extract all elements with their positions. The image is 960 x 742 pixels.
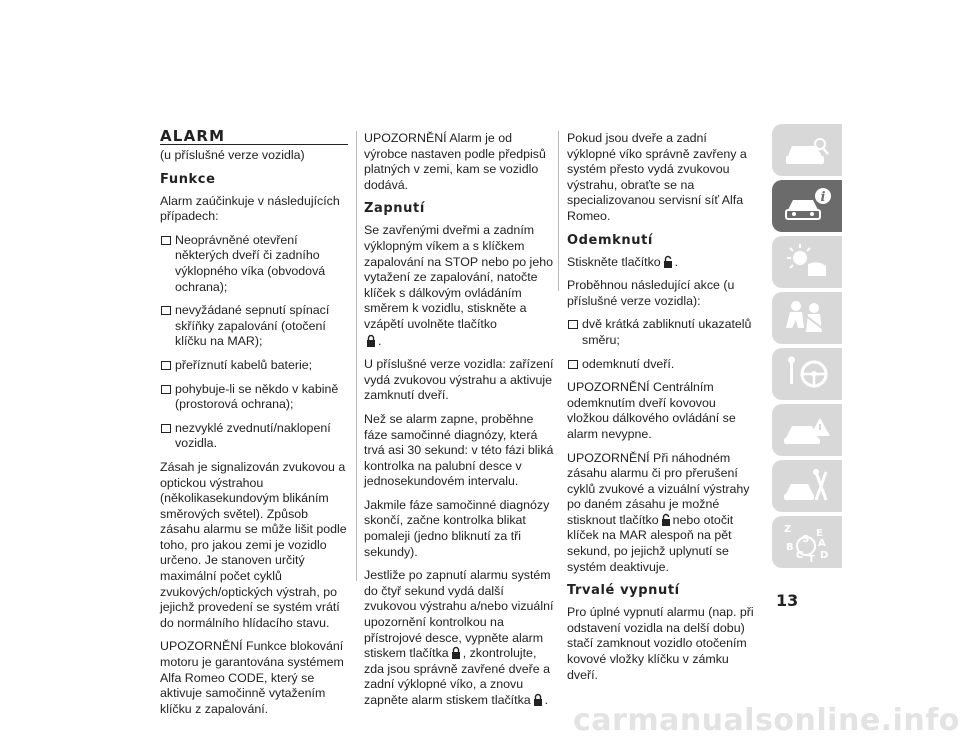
paragraph: Zásah je signalizován zvukovou a optickou výstrahou (několikasekundovým blikáním směrových světel). Způsob zásahu alarmu se může lišit podle toho, pro jakou zemi je vozidlo určeno. Je stanoven určitý maximální počet cyklů zvukových/optických výstrah, po jejichž provedení se systém vrátí do normálního hlídacího stavu. [160,459,347,630]
section-subtitle: (u příslušné verze vozidla) [160,148,305,162]
heading-odemknuti: Odemknutí [567,232,653,248]
checkbox-bullet-icon [161,385,171,394]
tab-car-info[interactable] [772,180,842,232]
column-middle [364,131,554,717]
checkbox-bullet-icon [161,236,171,245]
paragraph: UPOZORNĚNÍ Funkce blokování motoru je garantována systémem Alfa Romeo CODE, který se aktivuje samočinně vytažením klíčku z zapalování. [160,639,344,716]
steering-wheel-icon [782,354,832,394]
column-divider [356,131,357,581]
list-item: odemknutí dveří. [567,357,757,373]
lock-icon [533,693,543,706]
paragraph: Jakmile fáze samočinné diagnózy skončí, začne kontrolka blikat pomaleji (jedno bliknutí za tři sekundy). [364,497,550,559]
list-item: pohybuje-li se někdo v kabině (prostorová ochrana); [160,382,348,413]
paragraph: Proběhnou následující akce (u příslušné verze vozidla): [567,278,735,308]
paragraph: Než se alarm zapne, proběhne fáze samočinné diagnózy, která trvá asi 30 sekund: v této fázi bliká kontrolka na palubní desce v jednosekundovém intervalu. [364,411,554,489]
column-left [160,128,348,725]
svg-text:T: T [808,554,815,565]
column-divider [558,131,559,291]
lock-icon [451,646,461,659]
svg-text:C: C [796,550,804,561]
page-number: 13 [776,591,799,610]
checkbox-bullet-icon [161,424,171,433]
paragraph: U příslušné verze vozidla: zařízení vydá zvukovou výstrahu a aktivuje zamknutí dveří. [364,357,554,403]
list-item: nevyžádané sepnutí spínací skříňky zapalování (otočení klíčku na MAR); [160,303,348,350]
column-right [567,131,757,691]
alphabetical-index-icon [782,522,832,566]
tab-driving[interactable] [772,348,842,400]
tab-emergency[interactable] [772,404,842,456]
heading-zapnuti: Zapnutí [364,201,425,217]
heading-trvale-vypnuti: Trvalé vypnutí [567,583,680,599]
paragraph: UPOZORNĚNÍ Alarm je od výrobce nastaven podle předpisů platných v zemi, kam se vozidlo dodává. [364,131,546,192]
tab-warning-lights[interactable] [772,236,842,288]
svg-text:B: B [786,542,794,553]
svg-text:E: E [816,528,823,539]
section-title: ALARM [160,128,348,145]
checkbox-bullet-icon [161,306,171,315]
paragraph: Se zavřenými dveřmi a zadním výklopným víkem a s klíčkem zapalování na STOP nebo po jeho vytažení ze zapalování, natočte klíček s dálkovým ovládáním směrem k vozidlu, stiskněte a vzápětí uvolněte tlačítko . [364,223,553,348]
intro-paragraph: Alarm zaúčinkuje v následujících případech: [160,193,340,224]
paragraph: UPOZORNĚNÍ Centrálním odemknutím dveří kovovou vložkou dálkového ovládání se alarm nevypne. [567,380,736,441]
paragraph: UPOZORNĚNÍ Při náhodném zásahu alarmu či pro přerušení cyklů zvukové a vizuální výstrahy po daném zásahu je možné stisknout tlačítko nebo otočit klíček na MAR alespoň na pět sekund, po jejichž uplynutí se systém deaktivuje. [567,450,750,574]
paragraph: Pro úplné vypnutí alarmu (nap. při odstavení vozidla na delší dobu) stačí zamknout vozidlo otočením kovové vložky klíčku v zámku dveří. [567,605,754,682]
svg-text:A: A [818,538,826,549]
tab-safety[interactable] [772,292,842,344]
airbag-safety-icon [782,298,832,338]
svg-text:i: i [820,190,826,205]
checkbox-bullet-icon [568,320,578,329]
checkbox-bullet-icon [568,360,578,369]
list-item: nezvyklé zvednutí/naklopení vozidla. [160,421,348,452]
maintenance-icon [782,466,832,506]
tab-maintenance[interactable] [772,460,842,512]
list-item: přeříznutí kabelů baterie; [160,358,348,374]
chapter-tabs [772,124,842,572]
tab-dashboard[interactable] [772,124,842,176]
car-dashboard-icon [782,130,832,170]
car-info-icon [782,186,832,226]
heading-funkce: Funkce [160,171,216,187]
paragraph: Jestliže po zapnutí alarmu systém do čtyř sekund vydá další zvukovou výstrahu a/nebo vizuální upozornění kontrolkou na přístrojové desce, vypněte alarm stiskem tlačítka , zkontrolujte, zda jsou správně zavřené dveře a zadní výklopné víko, a znovu zapněte alarm stiskem tlačítka . [364,568,554,707]
paragraph: Pokud jsou dveře a zadní výklopné víko správně zavřeny a systém přesto vydá zvukovou výstrahu, obraťte se na specializovanou servisní síť Alfa Romeo. [567,131,747,223]
paragraph: Stiskněte tlačítko . [567,254,679,269]
checkbox-bullet-icon [161,361,171,370]
warning-lights-icon [782,242,832,282]
unlock-icon [661,513,671,526]
list-item: dvě krátká zabliknutí ukazatelů směru; [567,317,757,348]
lock-icon [366,334,376,347]
tab-index[interactable] [772,516,842,568]
svg-text:Z: Z [784,524,792,535]
svg-text:S: S [802,534,810,545]
svg-text:D: D [820,550,829,561]
list-item: Neoprávněné otevření některých dveří či zadního výklopného víka (obvodová ochrana); [160,233,348,295]
emergency-car-icon [782,410,832,450]
unlock-icon [663,255,673,268]
watermark: carmanualsonline.info [573,703,960,738]
